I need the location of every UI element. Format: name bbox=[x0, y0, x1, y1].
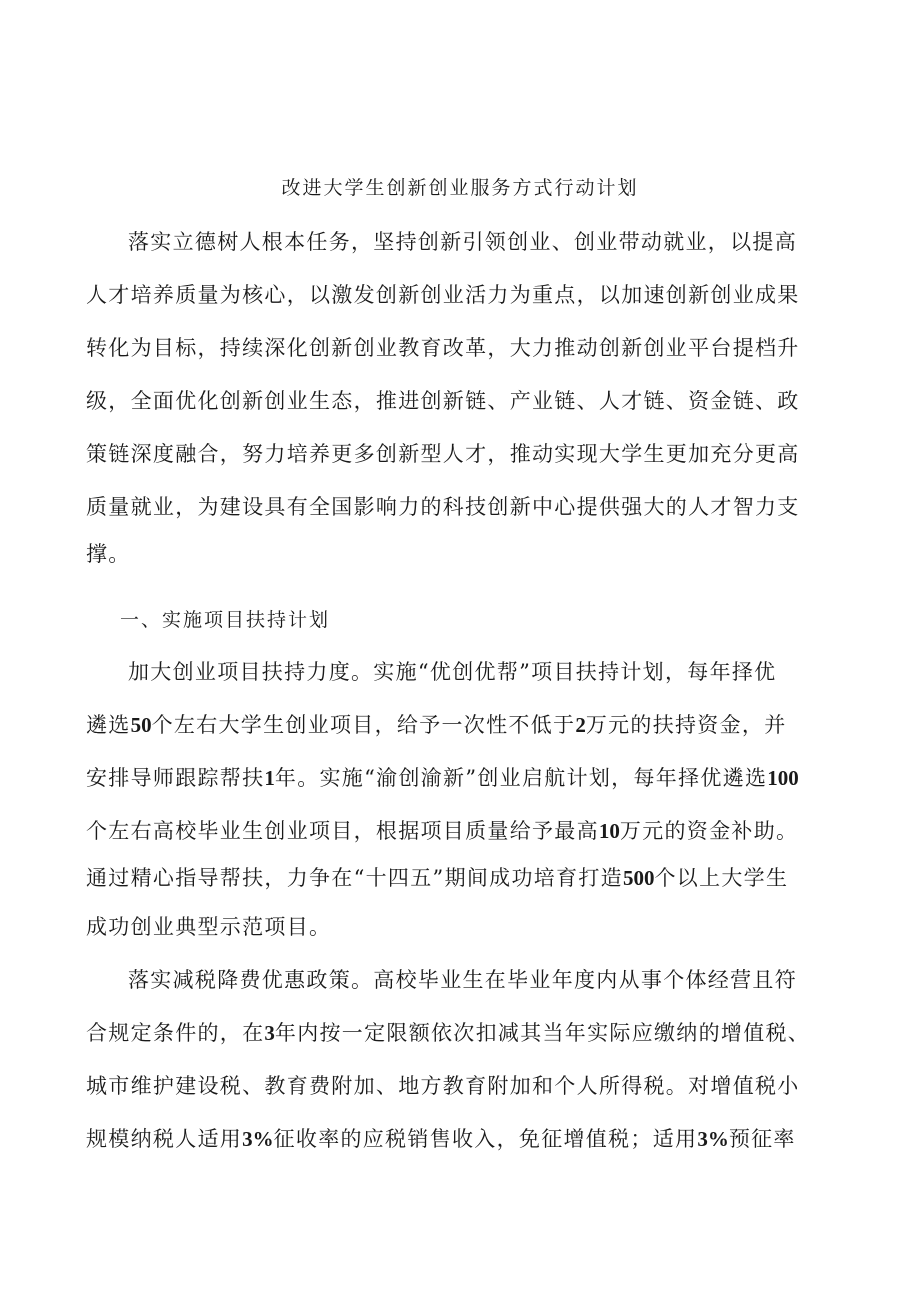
text-run: 万元的扶持资金，并 bbox=[585, 713, 787, 737]
text-run: 征收率的应税销售收入，免征增值税；适用 bbox=[273, 1127, 698, 1151]
para1-line-2 bbox=[86, 709, 787, 741]
section-heading: 一、实施项目扶持计划 bbox=[120, 609, 331, 631]
para2-line-2 bbox=[86, 1017, 810, 1049]
intro-line-4: 级，全面优化创新创业生态，推进创新链、产业链、人才链、资金链、政 bbox=[86, 389, 800, 413]
number-value: 2 bbox=[575, 713, 586, 737]
para1-line-6: 成功创业典型示范项目。 bbox=[86, 915, 332, 939]
intro-line-3: 转化为目标，持续深化创新创业教育改革，大力推动创新创业平台提档升 bbox=[86, 336, 800, 360]
text-run: 年。实施“渝创渝新”创业启航计划，每年择优遴选 bbox=[274, 766, 768, 790]
para1-line-5 bbox=[86, 862, 788, 894]
text-run: 规模纳税人适用 bbox=[86, 1127, 243, 1151]
text-run: 安排导师跟踪帮扶 bbox=[86, 766, 265, 790]
number-value: 3% bbox=[242, 1127, 274, 1151]
intro-line-7: 撑。 bbox=[86, 542, 131, 566]
number-value: 3% bbox=[697, 1127, 729, 1151]
number-value: 10 bbox=[598, 819, 620, 843]
number-value: 1 bbox=[264, 766, 275, 790]
document-title: 改进大学生创新创业服务方式行动计划 bbox=[281, 177, 639, 199]
text-run: 个左右大学生创业项目，给予一次性不低于 bbox=[151, 713, 576, 737]
para1-line-3 bbox=[86, 762, 799, 794]
text-run: 遴选 bbox=[86, 713, 131, 737]
para2-line-1: 落实减税降费优惠政策。高校毕业生在毕业年度内从事个体经营且符 bbox=[128, 968, 797, 992]
number-value: 50 bbox=[130, 713, 152, 737]
para1-line-4 bbox=[86, 815, 798, 847]
text-run: 万元的资金补助。 bbox=[619, 819, 799, 843]
text-run: 合规定条件的，在 bbox=[86, 1021, 265, 1045]
para1-line-1: 加大创业项目扶持力度。实施“优创优帮”项目扶持计划，每年择优 bbox=[128, 660, 777, 684]
text-run: 个左右高校毕业生创业项目，根据项目质量给予最高 bbox=[86, 819, 599, 843]
number-value: 500 bbox=[622, 866, 655, 890]
para2-line-3: 城市维护建设税、教育费附加、地方教育附加和个人所得税。对增值税小 bbox=[86, 1074, 800, 1098]
intro-line-1: 落实立德树人根本任务，坚持创新引领创业、创业带动就业，以提高 bbox=[128, 230, 797, 254]
para2-line-4 bbox=[86, 1123, 796, 1155]
text-run: 个以上大学生 bbox=[654, 866, 789, 890]
text-run: 通过精心指导帮扶，力争在“十四五”期间成功培育打造 bbox=[86, 866, 623, 890]
text-run: 年内按一定限额依次扣减其当年实际应缴纳的增值税、 bbox=[274, 1021, 811, 1045]
number-value: 3 bbox=[264, 1021, 275, 1045]
intro-line-2: 人才培养质量为核心，以激发创新创业活力为重点，以加速创新创业成果 bbox=[86, 283, 800, 307]
text-run: 预征率 bbox=[728, 1127, 796, 1151]
intro-line-5: 策链深度融合，努力培养更多创新型人才，推动实现大学生更加充分更高 bbox=[86, 442, 800, 466]
intro-line-6: 质量就业，为建设具有全国影响力的科技创新中心提供强大的人才智力支 bbox=[86, 495, 800, 519]
number-value: 100 bbox=[767, 766, 799, 790]
